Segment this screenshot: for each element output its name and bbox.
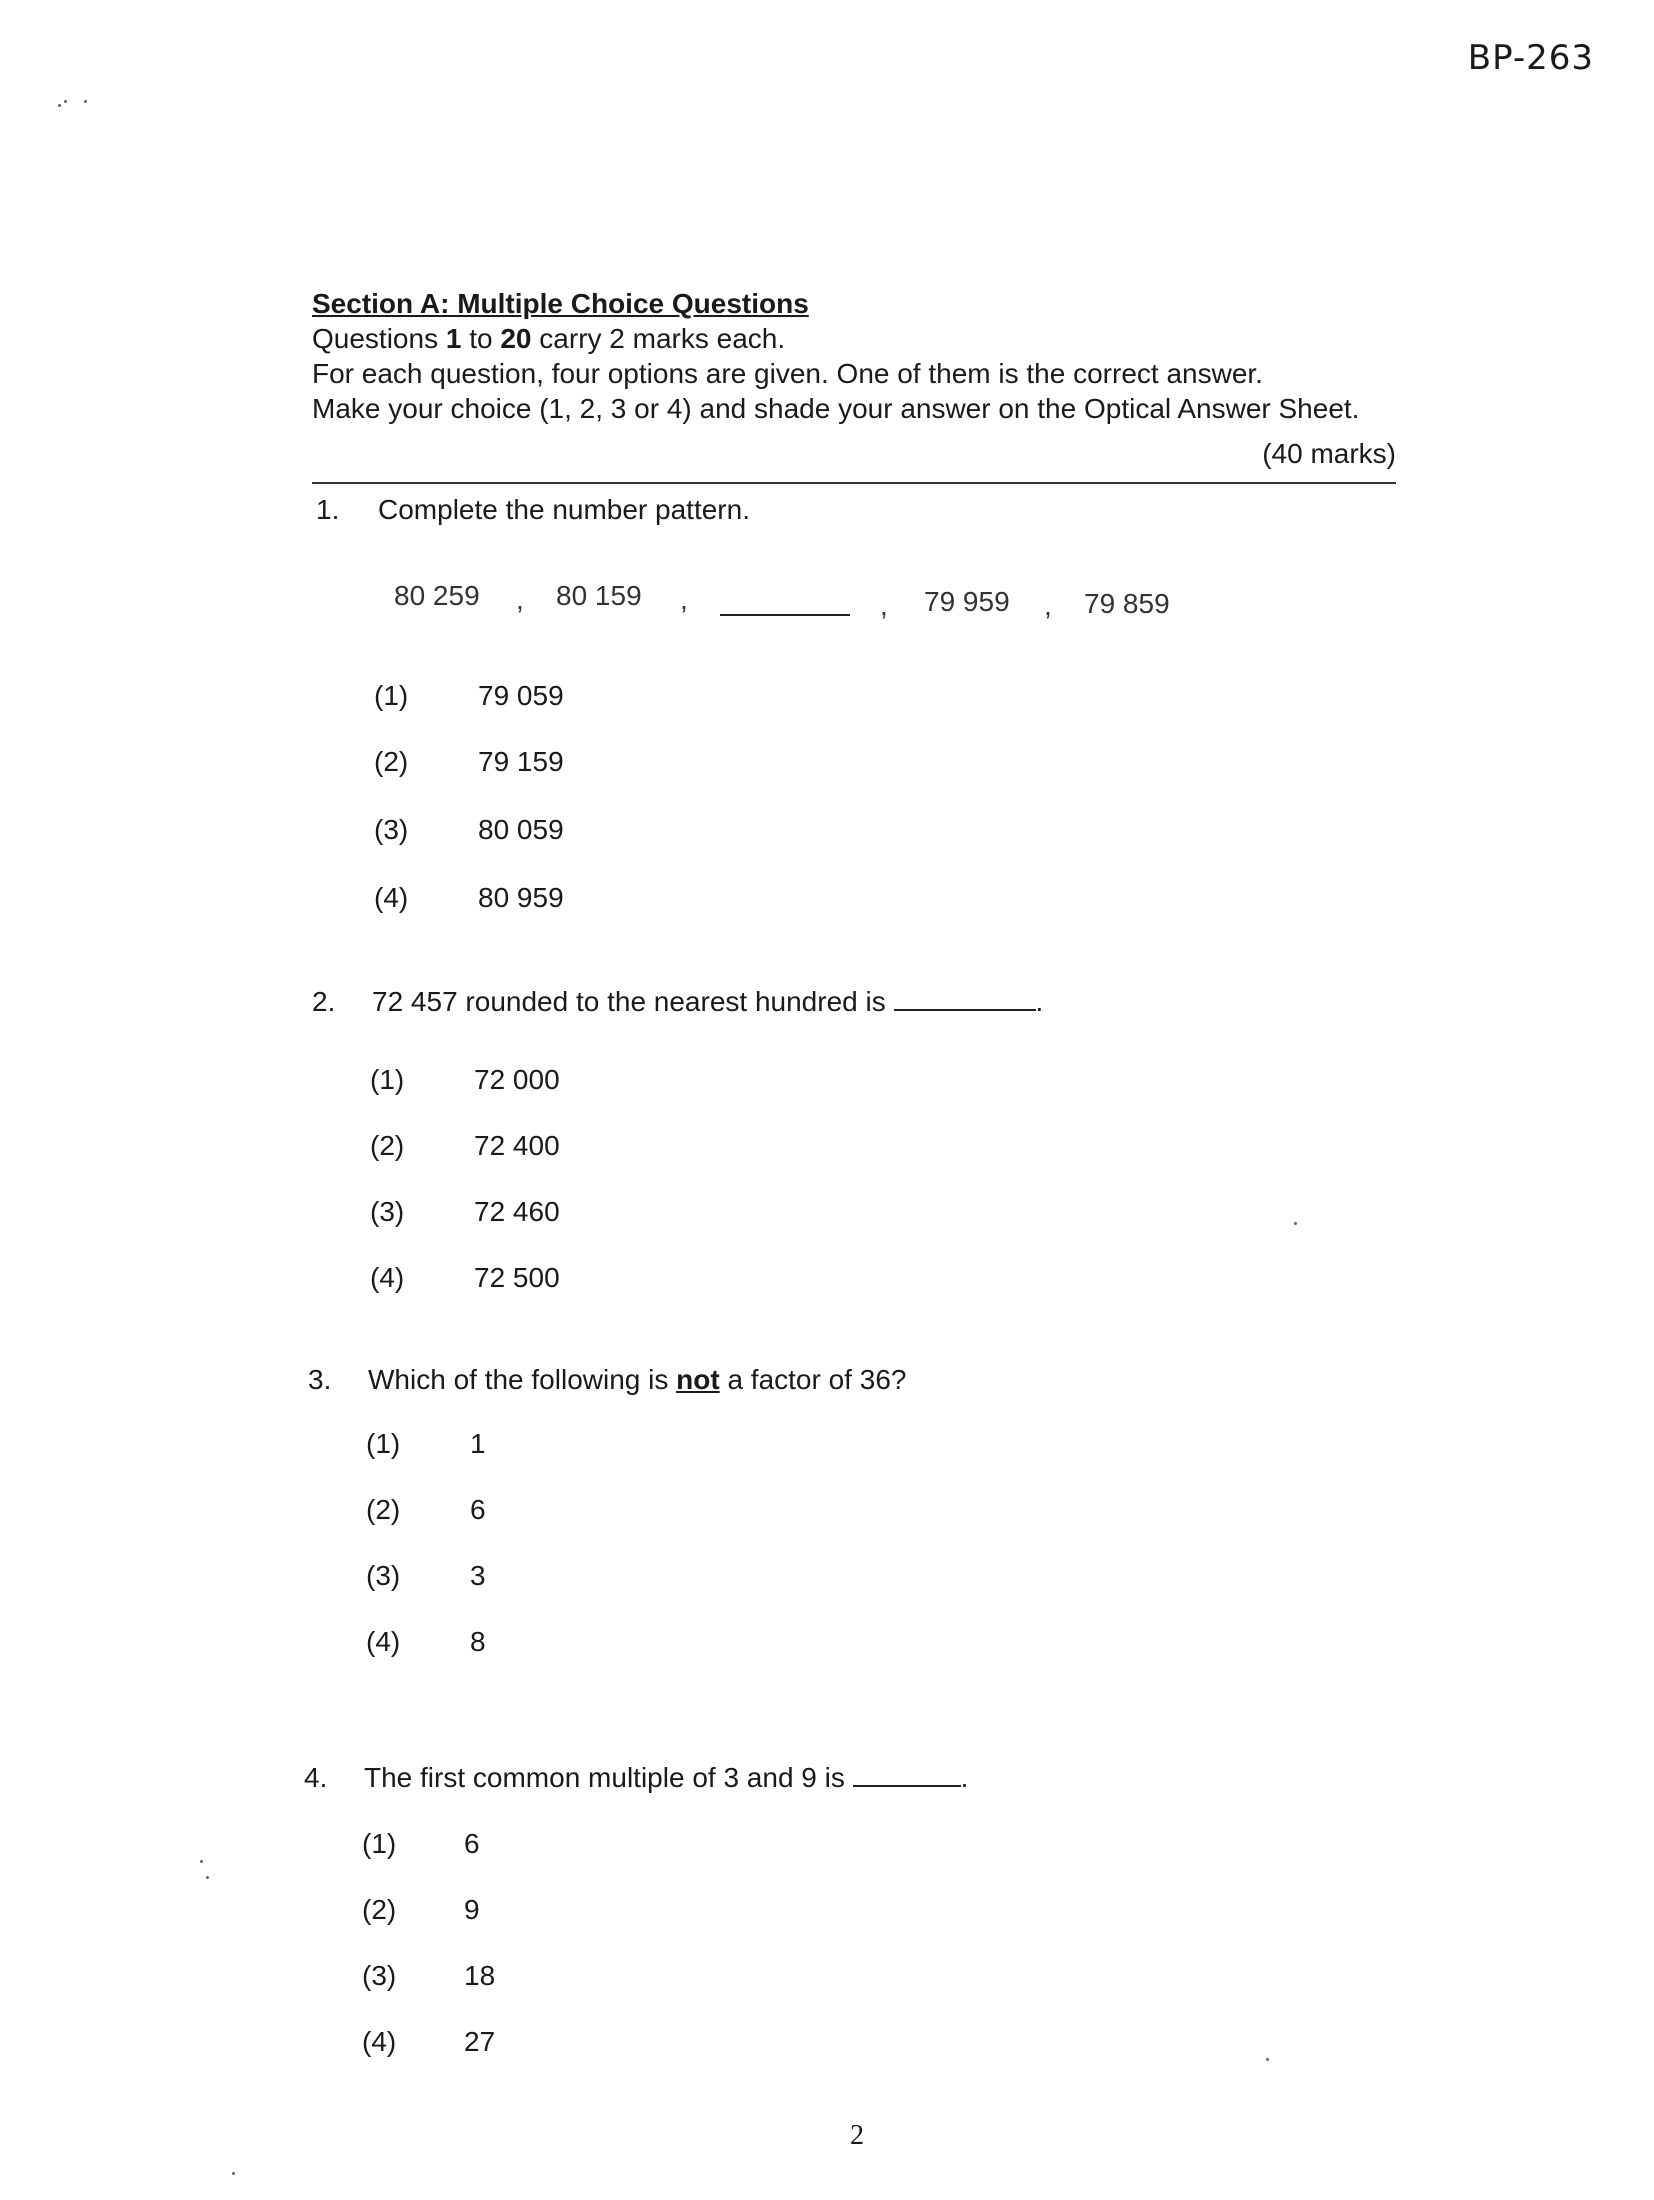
question-1-option-3: (3) 80 059 — [374, 814, 564, 845]
question-4-option-3: (3) 18 — [362, 1960, 496, 1991]
answer-blank — [894, 1009, 1036, 1011]
pattern-term: 79 959 — [924, 586, 1010, 617]
question-3-option-4: (4) 8 — [366, 1626, 486, 1657]
question-4-option-4: (4) 27 — [362, 2026, 496, 2057]
scan-speck — [200, 1860, 203, 1863]
header-divider — [312, 482, 1396, 484]
question-1-number: 1. — [316, 494, 340, 525]
pattern-term: 80 159 — [556, 580, 642, 611]
question-1-option-1: (1) 79 059 — [374, 680, 564, 711]
scan-speck — [1294, 1222, 1297, 1225]
section-header — [312, 286, 1359, 426]
question-4-option-2: (2) 9 — [362, 1894, 480, 1925]
section-title: Section A: Multiple Choice Questions — [312, 288, 809, 319]
question-4-option-1: (1) 6 — [362, 1828, 480, 1859]
question-2-option-1: (1) 72 000 — [370, 1064, 560, 1095]
question-3-option-1: (1) 1 — [366, 1428, 486, 1459]
paper-code: BP-263 — [1467, 38, 1594, 78]
question-2-text: 72 457 rounded to the nearest hundred is . — [372, 986, 1044, 1017]
scan-speck — [232, 2172, 235, 2175]
scan-speck — [84, 100, 87, 103]
question-2-option-2: (2) 72 400 — [370, 1130, 560, 1161]
question-3-option-2: (2) 6 — [366, 1494, 486, 1525]
pattern-separator: , — [680, 584, 688, 615]
question-1-text: Complete the number pattern. — [378, 494, 750, 525]
scan-speck — [206, 1876, 209, 1879]
pattern-blank — [720, 614, 850, 616]
question-2-option-4: (4) 72 500 — [370, 1262, 560, 1293]
question-3-number: 3. — [308, 1364, 332, 1395]
section-instruction-1: Questions 1 to 20 carry 2 marks each. — [312, 323, 786, 354]
section-instruction-3: Make your choice (1, 2, 3 or 4) and shade your answer on the Optical Answer Sheet. — [312, 393, 1360, 424]
question-2-option-3: (3) 72 460 — [370, 1196, 560, 1227]
question-3-text: Which of the following is not a factor of 36? — [368, 1364, 907, 1395]
pattern-separator: , — [880, 590, 888, 621]
question-4-number: 4. — [304, 1762, 328, 1793]
pattern-term: 79 859 — [1084, 588, 1170, 619]
pattern-separator: , — [516, 584, 524, 615]
page-number: 2 — [850, 2120, 864, 2151]
scan-speck — [1266, 2058, 1269, 2061]
pattern-separator: , — [1044, 590, 1052, 621]
pattern-term: 80 259 — [394, 580, 480, 611]
scan-speck — [64, 100, 67, 103]
answer-blank — [853, 1785, 961, 1787]
scan-speck — [58, 104, 61, 107]
question-1-option-2: (2) 79 159 — [374, 746, 564, 777]
question-3-option-3: (3) 3 — [366, 1560, 486, 1591]
section-instruction-2: For each question, four options are given. One of them is the correct answer. — [312, 358, 1263, 389]
question-4-text: The first common multiple of 3 and 9 is . — [364, 1762, 969, 1793]
question-1-option-4: (4) 80 959 — [374, 882, 564, 913]
section-marks: (40 marks) — [1262, 438, 1396, 469]
question-2-number: 2. — [312, 986, 336, 1017]
